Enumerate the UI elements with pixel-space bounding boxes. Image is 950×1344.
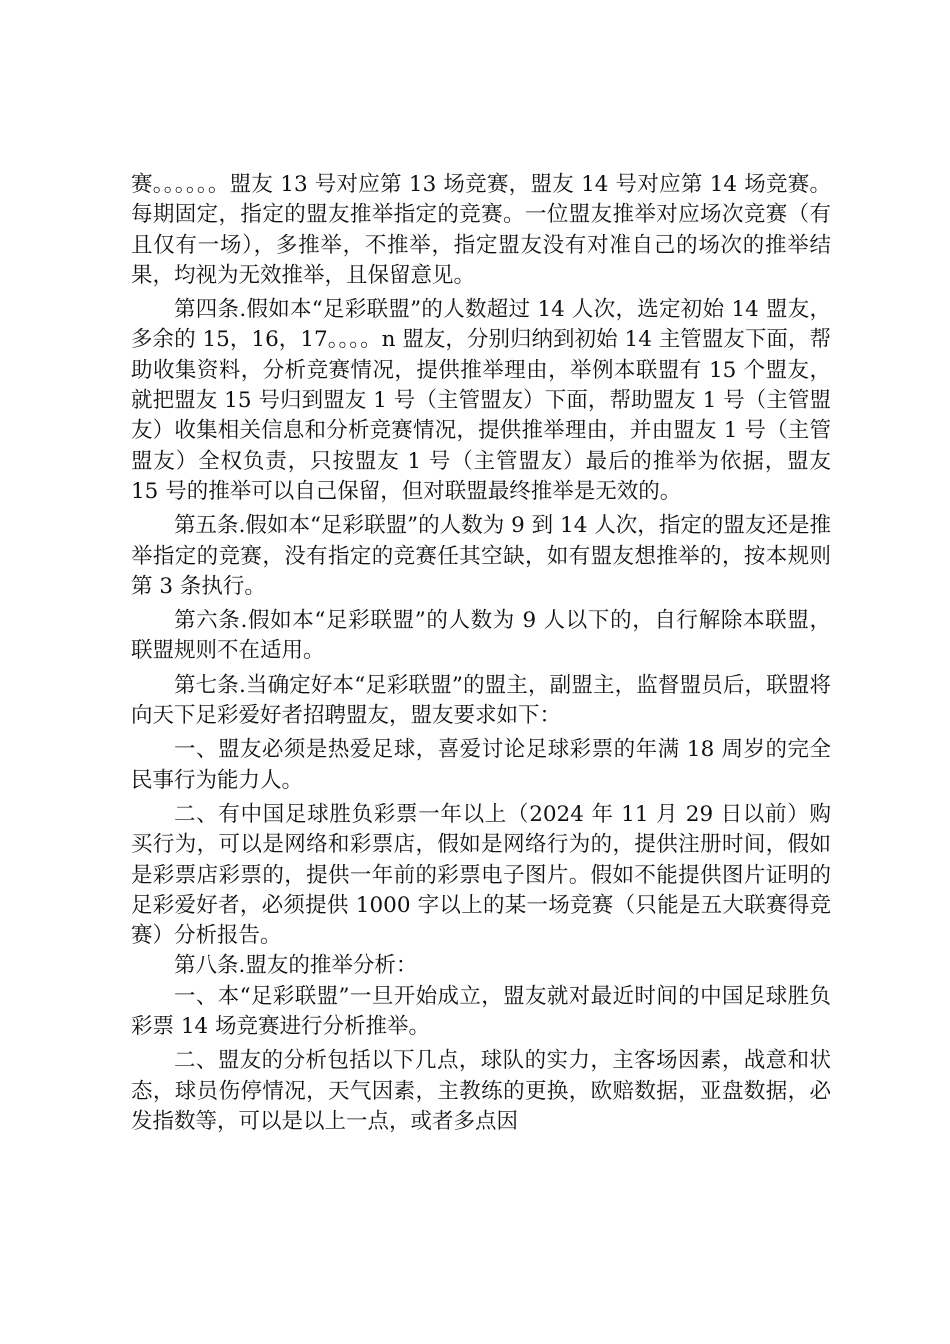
paragraph-article-7: 第七条.当确定好本“足彩联盟”的盟主，副盟主，监督盟员后，联盟将向天下足彩爱好者招聘盟友，盟友要求如下：: [131, 672, 831, 729]
paragraph-article-4: 第四条.假如本“足彩联盟”的人数超过 14 人次，选定初始 14 盟友，多余的 15，16，17。。。。n 盟友，分别归纳到初始 14 主管盟友下面，帮助收集资料，分析竞赛情况，提供推举理由，举例本联盟有 15 个盟友，就把盟友 15 号归到盟友 1 号（主管盟友）下面，帮助盟友 1 号（主管盟友）收集相关信息和分析竞赛情况，提供推举理由，并由盟友 1 号（主管盟友）全权负责，只按盟友 1 号（主管盟友）最后的推举为依据，盟友 15 号的推举可以自己保留，但对联盟最终推举是无效的。: [131, 297, 831, 504]
paragraph-article-6: 第六条.假如本“足彩联盟”的人数为 9 人以下的，自行解除本联盟，联盟规则不在适用。: [131, 608, 831, 664]
paragraph-analysis-2: 二、盟友的分析包括以下几点，球队的实力，主客场因素，战意和状态，球员伤停情况，天气因素，主教练的更换，欧赔数据，亚盘数据，必发指数等，可以是以上一点，或者多点因: [131, 1048, 831, 1134]
paragraph-article-5: 第五条.假如本“足彩联盟”的人数为 9 到 14 人次，指定的盟友还是推举指定的竞赛，没有指定的竞赛任其空缺，如有盟友想推举的，按本规则第 3 条执行。: [131, 513, 831, 599]
paragraph-requirement-1: 一、盟友必须是热爱足球，喜爱讨论足球彩票的年满 18 周岁的完全民事行为能力人。: [131, 737, 831, 793]
paragraph-analysis-1: 一、本“足彩联盟”一旦开始成立，盟友就对最近时间的中国足球胜负彩票 14 场竞赛进行分析推举。: [131, 983, 831, 1040]
paragraph-1: 赛。。。。。。盟友 13 号对应第 13 场竞赛，盟友 14 号对应第 14 场竞赛。每期固定，指定的盟友推举指定的竞赛。一位盟友推举对应场次竞赛（有且仅有一场），多推举，不推举，指定盟友没有对准自己的场次的推举结果，均视为无效推举，且保留意见。: [131, 172, 831, 288]
paragraph-article-8: 第八条.盟友的推举分析：: [174, 953, 418, 979]
paragraph-requirement-2: 二、有中国足球胜负彩票一年以上（2024 年 11 月 29 日以前）购买行为，可以是网络和彩票店，假如是网络行为的，提供注册时间，假如是彩票店彩票的，提供一年前的彩票电子图片。假如不能提供图片证明的足彩爱好者，必须提供 1000 字以上的某一场竞赛（只能是五大联赛得竞赛）分析报告。: [131, 801, 831, 949]
document-body: [131, 170, 831, 1137]
